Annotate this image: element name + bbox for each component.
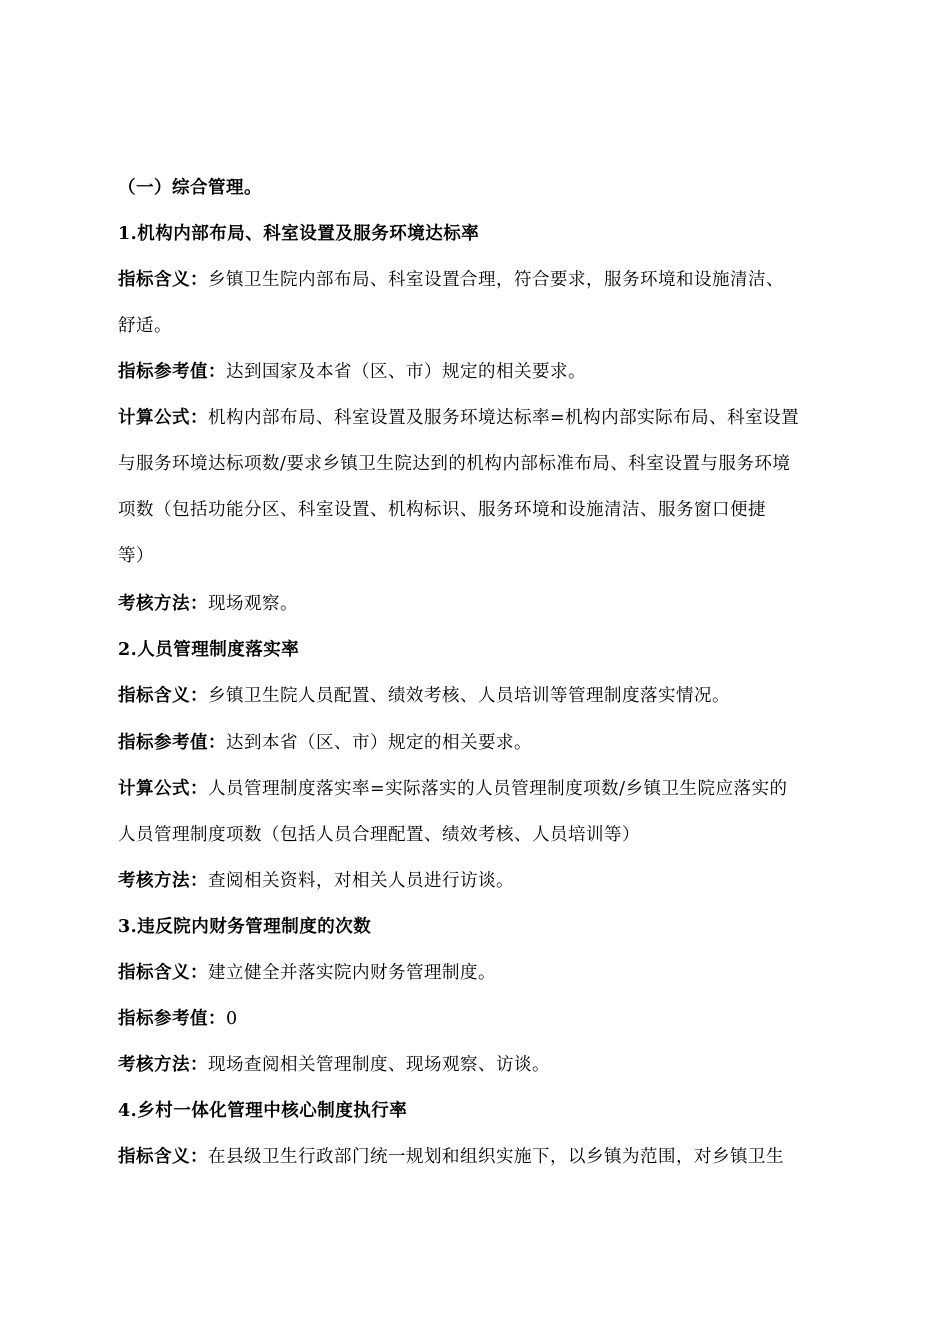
item-title: 4.乡村一体化管理中核心制度执行率 xyxy=(118,1101,408,1121)
formula-text: 人员管理制度落实率=实际落实的人员管理制度项数/乡镇卫生院应落实的 xyxy=(208,779,788,799)
paragraph-line xyxy=(118,869,838,893)
paragraph-line: 舒适。 xyxy=(118,316,172,336)
paragraph-line xyxy=(118,406,838,430)
formula-text: 机构内部布局、科室设置及服务环境达标率=机构内部实际布局、科室设置 xyxy=(208,408,800,428)
meaning-text: 建立健全并落实院内财务管理制度。 xyxy=(208,963,496,983)
formula-label: 计算公式： xyxy=(118,779,208,799)
meaning-text: 乡镇卫生院人员配置、绩效考核、人员培训等管理制度落实情况。 xyxy=(208,686,730,706)
paragraph-line xyxy=(118,592,838,616)
method-label: 考核方法： xyxy=(118,1055,208,1075)
method-value: 查阅相关资料，对相关人员进行访谈。 xyxy=(208,871,514,891)
ref-label: 指标参考值： xyxy=(118,733,226,753)
paragraph-line: 人员管理制度项数（包括人员合理配置、绩效考核、人员培训等） xyxy=(118,825,640,845)
meaning-text: 在县级卫生行政部门统一规划和组织实施下，以乡镇为范围，对乡镇卫生 xyxy=(208,1147,784,1167)
paragraph-line: 项数（包括功能分区、科室设置、机构标识、服务环境和设施清洁、服务窗口便捷 xyxy=(118,500,766,520)
paragraph-line xyxy=(118,1145,838,1169)
meaning-label: 指标含义： xyxy=(118,686,208,706)
ref-label: 指标参考值： xyxy=(118,1009,226,1029)
paragraph-line: 与服务环境达标项数/要求乡镇卫生院达到的机构内部标准布局、科室设置与服务环境 xyxy=(118,454,791,474)
paragraph-line: 等） xyxy=(118,546,154,566)
meaning-text: 乡镇卫生院内部布局、科室设置合理，符合要求，服务环境和设施清洁、 xyxy=(208,270,784,290)
paragraph-line xyxy=(118,961,838,985)
ref-label: 指标参考值： xyxy=(118,362,226,382)
paragraph-line xyxy=(118,268,838,292)
method-label: 考核方法： xyxy=(118,871,208,891)
meaning-label: 指标含义： xyxy=(118,270,208,290)
section-heading: （一）综合管理。 xyxy=(118,178,262,198)
formula-label: 计算公式： xyxy=(118,408,208,428)
item-title: 1.机构内部布局、科室设置及服务环境达标率 xyxy=(118,224,480,244)
method-label: 考核方法： xyxy=(118,594,208,614)
meaning-label: 指标含义： xyxy=(118,963,208,983)
method-value: 现场观察。 xyxy=(208,594,298,614)
method-value: 现场查阅相关管理制度、现场观察、访谈。 xyxy=(208,1055,550,1075)
item-title: 3.违反院内财务管理制度的次数 xyxy=(118,917,372,937)
ref-value: 达到本省（区、市）规定的相关要求。 xyxy=(226,733,532,753)
paragraph-line xyxy=(118,1007,838,1031)
paragraph-line xyxy=(118,731,838,755)
paragraph-line xyxy=(118,360,838,384)
paragraph-line xyxy=(118,777,838,801)
item-title: 2.人员管理制度落实率 xyxy=(118,640,300,660)
ref-value: 达到国家及本省（区、市）规定的相关要求。 xyxy=(226,362,586,382)
paragraph-line xyxy=(118,1053,838,1077)
ref-value: 0 xyxy=(226,1009,238,1029)
paragraph-line xyxy=(118,684,838,708)
meaning-label: 指标含义： xyxy=(118,1147,208,1167)
